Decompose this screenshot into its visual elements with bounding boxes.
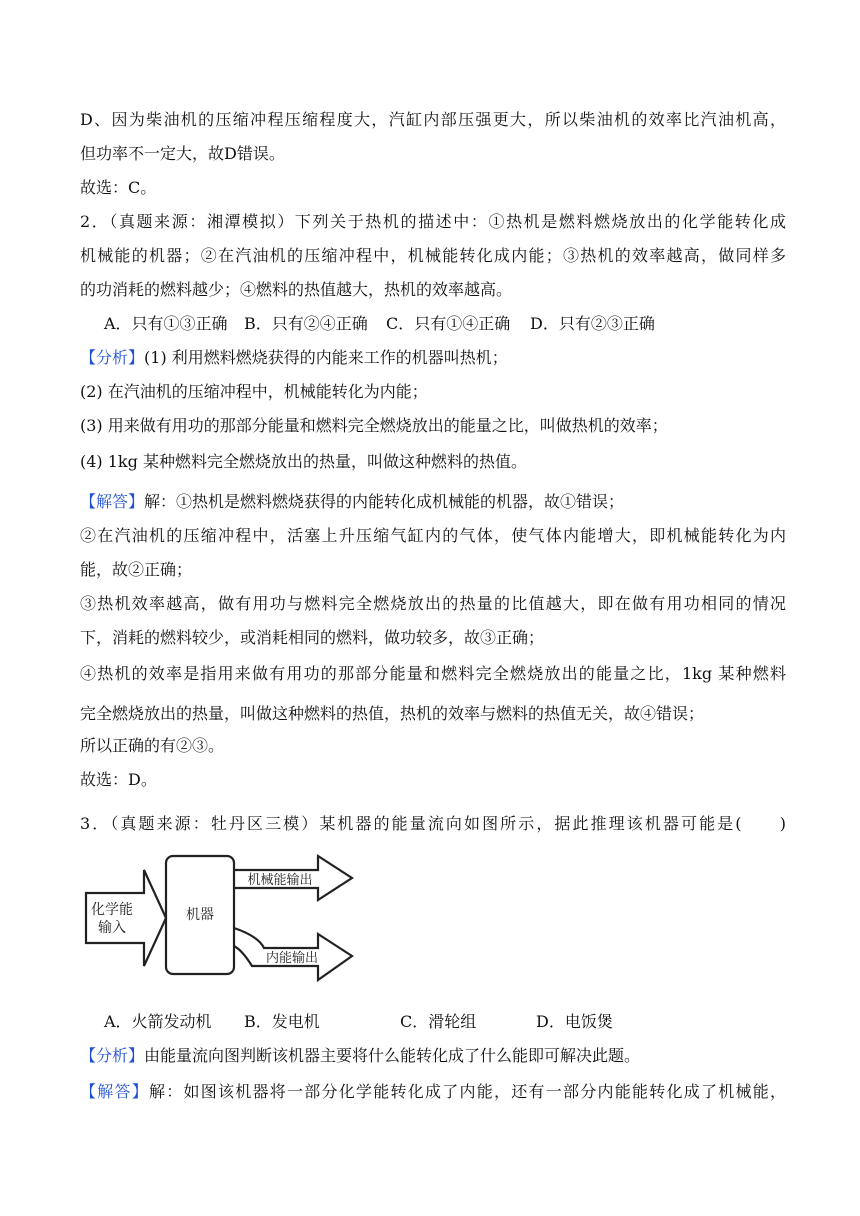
analysis-line bbox=[80, 346, 786, 370]
answer-line: ③热机效率越高，做有用功与燃料完全燃烧放出的热量的比值越大，即在做有用功相同的情况 bbox=[80, 594, 786, 613]
answer-line: ④热机的效率是指用来做有用功的那部分能量和燃料完全燃烧放出的能量之比，1kg 某种燃料 bbox=[80, 664, 786, 683]
mechanical-output-label: 机械能输出 bbox=[247, 873, 313, 888]
answer-line: 完全燃烧放出的热量，叫做这种燃料的热值，热机的效率与燃料的热值无关，故④错误； bbox=[80, 704, 705, 723]
internal-output-label: 内能输出 bbox=[265, 951, 319, 966]
input-label-1: 化学能 bbox=[91, 902, 133, 918]
option-d: D．只有②③正确 bbox=[530, 314, 655, 333]
option-c: C．滑轮组 bbox=[400, 1012, 477, 1031]
option-b: B．发电机 bbox=[244, 1012, 320, 1031]
analysis-tag: 【分析】 bbox=[80, 1046, 145, 1065]
analysis-line: (4) 1kg 某种燃料完全燃烧放出的热量，叫做这种燃料的热值。 bbox=[80, 452, 527, 471]
question-2-text: 的功消耗的燃料越少；④燃料的热值越大，热机的效率越高。 bbox=[80, 280, 513, 299]
option-b: B．只有②④正确 bbox=[244, 314, 368, 333]
option-d: D．电饭煲 bbox=[536, 1012, 613, 1031]
answer-line: 故选：D。 bbox=[80, 770, 157, 789]
answer-tag: 【解答】 bbox=[80, 1082, 149, 1101]
analysis-text: 由能量流向图判断该机器主要将什么能转化成了什么能即可解决此题。 bbox=[144, 1046, 641, 1065]
answer-text: 解：如图该机器将一部分化学能转化成了内能，还有一部分内能能转化成了机械能， bbox=[149, 1082, 786, 1101]
analysis-line: (2) 在汽油机的压缩冲程中，机械能转化为内能； bbox=[80, 382, 428, 401]
analysis-line: (3) 用来做有用功的那部分能量和燃料完全燃烧放出的能量之比，叫做热机的效率； bbox=[80, 416, 668, 435]
question-3-options bbox=[104, 1010, 613, 1034]
answer-line: 下，消耗的燃料较少，或消耗相同的燃料，做功较多，故③正确； bbox=[80, 628, 545, 647]
analysis-text: (1) 利用燃料燃烧获得的内能来工作的机器叫热机； bbox=[144, 348, 508, 367]
option-a: A．只有①③正确 bbox=[104, 314, 228, 333]
option-a: A．火箭发动机 bbox=[104, 1012, 212, 1031]
machine-label: 机器 bbox=[186, 907, 214, 923]
question-2-options bbox=[104, 312, 655, 336]
question-2-text: 机械能的机器；②在汽油机的压缩冲程中，机械能转化成内能；③热机的效率越高，做同样多 bbox=[80, 246, 786, 265]
analysis-tag: 【分析】 bbox=[80, 348, 145, 367]
input-label-2: 输入 bbox=[98, 920, 126, 936]
question-3-text: 3．（真题来源：牡丹区三模）某机器的能量流向如图所示，据此推理该机器可能是( ) bbox=[80, 814, 786, 833]
answer-tag: 【解答】 bbox=[80, 492, 145, 511]
answer-line: 能，故②正确； bbox=[80, 560, 193, 579]
option-c: C．只有①④正确 bbox=[386, 314, 511, 333]
input-arrow bbox=[86, 870, 166, 966]
energy-flow-diagram bbox=[82, 848, 358, 994]
answer-line bbox=[80, 1080, 786, 1104]
answer-text: 解：①热机是燃料燃烧获得的内能转化成机械能的机器，故①错误； bbox=[144, 492, 625, 511]
text-line: 故选：C。 bbox=[80, 178, 157, 197]
analysis-line bbox=[80, 1044, 786, 1068]
answer-line: 所以正确的有②③。 bbox=[80, 736, 225, 755]
answer-line bbox=[80, 490, 786, 514]
text-line: D、因为柴油机的压缩冲程压缩程度大，汽缸内部压强更大，所以柴油机的效率比汽油机高， bbox=[80, 110, 786, 129]
text-line: 但功率不一定大，故D错误。 bbox=[80, 144, 285, 163]
answer-line: ②在汽油机的压缩冲程中，活塞上升压缩气缸内的气体，使气体内能增大，即机械能转化为内 bbox=[80, 526, 786, 545]
question-2-text: 2．（真题来源：湘潭模拟）下列关于热机的描述中：①热机是燃料燃烧放出的化学能转化成 bbox=[80, 212, 786, 231]
